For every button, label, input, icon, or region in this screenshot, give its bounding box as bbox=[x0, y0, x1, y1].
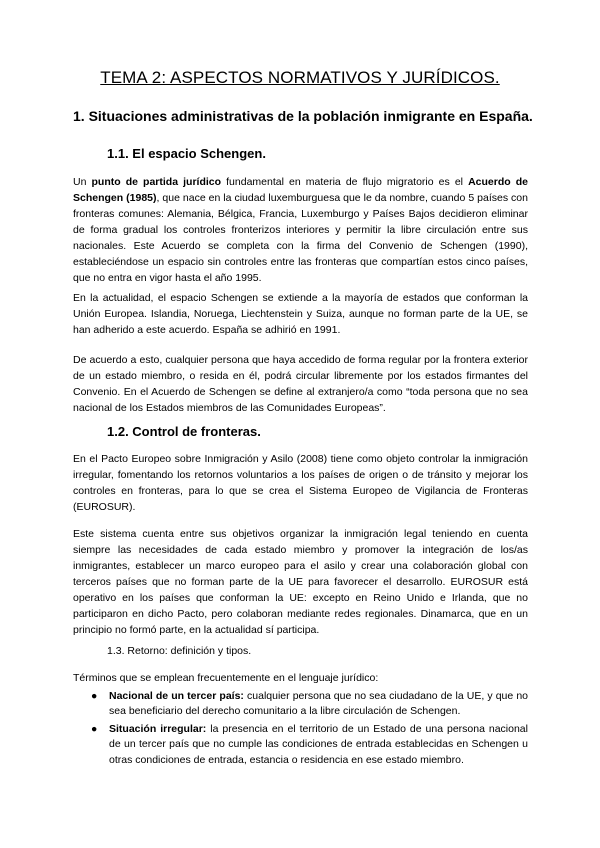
paragraph-schengen-origin bbox=[73, 174, 528, 286]
list-text: cualquier persona que no sea ciudadano de la UE, y que no sea beneficiario del derecho comunitario a la libre circulación de Schengen. bbox=[109, 689, 528, 717]
subsection-heading-1-1: 1.1. El espacio Schengen. bbox=[107, 146, 266, 161]
text-run: fundamental en materia de flujo migratorio es el bbox=[221, 176, 469, 188]
list-text: la presencia en el territorio de un Estado de una persona nacional de un tercer país que no cumple las condiciones de entrada establecidas en Schengen u otras condiciones de entrada, estancia o residencia en ese estado miembro. bbox=[109, 722, 528, 766]
bold-term: punto de partida jurídico bbox=[91, 176, 222, 188]
list-intro: Términos que se emplean frecuentemente en el lenguaje jurídico: bbox=[73, 672, 379, 684]
list-term: Situación irregular: bbox=[109, 722, 207, 735]
list-item bbox=[73, 689, 528, 720]
terms-list bbox=[73, 671, 528, 770]
section-heading-1: 1. Situaciones administrativas de la población inmigrante en España. bbox=[73, 108, 533, 124]
list-term: Nacional de un tercer país: bbox=[109, 689, 244, 702]
subsection-heading-1-3: 1.3. Retorno: definición y tipos. bbox=[107, 645, 252, 657]
bold-term: Acuerdo de Schengen (1985) bbox=[73, 176, 529, 204]
paragraph-eurosur: Este sistema cuenta entre sus objetivos organizar la inmigración legal teniendo en cuenta siempre las necesidades de cada estado miembro y promover la integración de los/as inmigrantes, establecer un marco europeo para el asilo y crear una colaboración global con terceros países que no forman parte de la UE para favorecer el desarrollo. EUROSUR está operativo en los países que conforman la UE: excepto en Reino Unido e Irlanda, que no participaron en dicho Pacto, pero colaboran mediante redes regionales. Dinamarca, que en un principio no formó parte, en la actualidad sí participa. bbox=[73, 528, 528, 636]
paragraph-schengen-definition: De acuerdo a esto, cualquier persona que haya accedido de forma regular por la frontera exterior de un estado miembro, o resida en él, podrá circular libremente por los estados firmantes del Convenio. En el Acuerdo de Schengen se define al extranjero/a como “toda persona que no sea nacional de los Estados miembros de las Comunidades Europeas”. bbox=[73, 354, 528, 414]
list-item bbox=[73, 722, 528, 769]
page-title: TEMA 2: ASPECTOS NORMATIVOS Y JURÍDICOS. bbox=[100, 68, 500, 87]
bullet-icon: ● bbox=[91, 722, 98, 735]
paragraph-schengen-current: En la actualidad, el espacio Schengen se extiende a la mayoría de estados que conforman la Unión Europea. Islandia, Noruega, Liechtenstein y Suiza, aunque no forman parte de la UE, se han adherido a este acuerdo. España se adhirió en 1991. bbox=[73, 292, 528, 336]
text-run: Un bbox=[73, 176, 92, 188]
paragraph-pacto-europeo: En el Pacto Europeo sobre Inmigración y Asilo (2008) tiene como objeto controlar la inmigración irregular, fomentando los retornos voluntarios a los países de origen o de tránsito y mejorar los controles en fronteras, para lo que se crea el Sistema Europeo de Vigilancia de Fronteras (EUROSUR). bbox=[73, 453, 528, 513]
subsection-heading-1-2: 1.2. Control de fronteras. bbox=[107, 424, 261, 439]
bullet-icon: ● bbox=[91, 689, 98, 702]
text-run: , que nace en la ciudad luxemburguesa que le da nombre, cuando 5 países con fronteras comunes: Alemania, Bélgica, Francia, Luxemburgo y Países Bajos decidieron eliminar de forma gradual los controles fronterizos interiores y permitir la libre circulación entre sus nacionales. Este Acuerdo se completa con la firma del Convenio de Schengen (1990), estableciéndose un espacio sin controles entre las fronteras que compartían estos cinco países, que no entra en vigor hasta el año 1995. bbox=[73, 192, 528, 284]
